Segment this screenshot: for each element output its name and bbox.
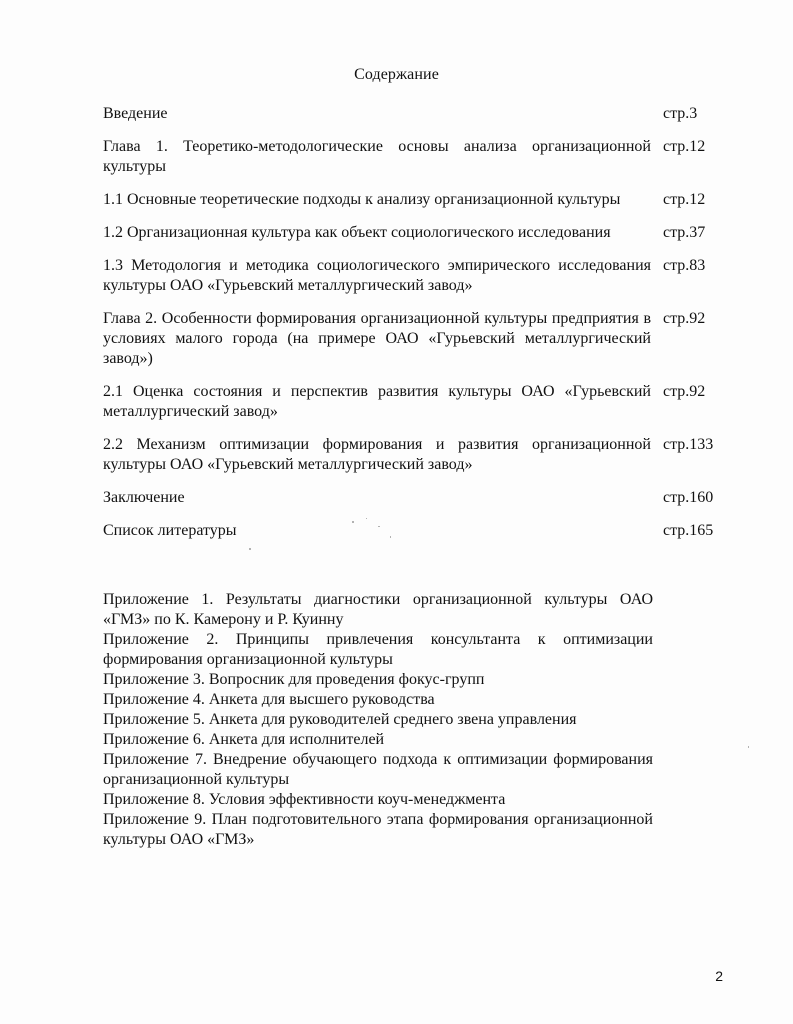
toc-page-ref: стр.37: [663, 224, 706, 241]
appendix-item-1: Приложение 1. Результаты диагностики организационной культуры ОАО «ГМЗ» по К. Камерону и Р. Куинну: [103, 591, 653, 628]
appendix-item-9: Приложение 9. План подготовительного этапа формирования организационной культуры ОАО «ГМЗ»: [103, 811, 653, 848]
toc-page-ref: стр.3: [663, 105, 698, 122]
toc-page-ref: стр.92: [663, 383, 706, 400]
appendix-item-3: Приложение 3. Вопросник для проведения фокус-групп: [103, 671, 485, 688]
toc-entry-section-2-2: 2.2 Механизм оптимизации формирования и развития организационной культуры ОАО «Гурьевский металлургический завод»: [103, 436, 651, 473]
appendix-item-7: Приложение 7. Внедрение обучающего подхода к оптимизации формирования организационной культуры: [103, 751, 653, 788]
toc-entry-section-1-1: 1.1 Основные теоретические подходы к анализу организационной культуры: [103, 191, 621, 208]
toc-page-ref: стр.12: [663, 191, 706, 208]
toc-entry-chapter-2: Глава 2. Особенности формирования организационной культуры предприятия в условиях малого города (на примере ОАО «Гурьевский металлургический завод»): [103, 310, 651, 367]
toc-entry-introduction: Введение: [103, 105, 168, 122]
scan-speck: [378, 526, 380, 527]
toc-row: [103, 137, 723, 177]
appendix-item-4: Приложение 4. Анкета для высшего руководства: [103, 691, 435, 708]
toc-page-ref: стр.83: [663, 257, 706, 274]
scan-speck: [748, 746, 749, 748]
appendix-item-2: Приложение 2. Принципы привлечения консультанта к оптимизации формирования организационной культуры: [103, 631, 653, 668]
toc-entry-section-2-1: 2.1 Оценка состояния и перспектив развития культуры ОАО «Гурьевский металлургический завод»: [103, 383, 651, 420]
page-number: 2: [715, 968, 723, 984]
scan-speck: [352, 521, 354, 523]
toc-entry-bibliography: Список литературы: [103, 522, 237, 539]
toc-entry-conclusion: Заключение: [103, 489, 185, 506]
toc-row: [103, 488, 723, 508]
toc-row: [103, 104, 723, 124]
page-title: Содержание: [354, 66, 439, 83]
toc-row: [103, 223, 723, 243]
toc-entry-chapter-1: Глава 1. Теоретико-методологические основы анализа организационной культуры: [103, 138, 651, 175]
appendix-list: [103, 590, 653, 850]
table-of-contents: [103, 104, 723, 554]
toc-row: [103, 309, 723, 369]
toc-page-ref: стр.133: [663, 436, 714, 453]
toc-row: [103, 256, 723, 296]
toc-page-ref: стр.92: [663, 310, 706, 327]
scan-speck: [249, 548, 251, 550]
toc-row: [103, 435, 723, 475]
toc-row: [103, 382, 723, 422]
appendix-item-6: Приложение 6. Анкета для исполнителей: [103, 731, 385, 748]
scan-speck: [366, 518, 367, 519]
appendix-item-8: Приложение 8. Условия эффективности коуч-менеджмента: [103, 791, 506, 808]
toc-page-ref: стр.160: [663, 489, 714, 506]
toc-entry-section-1-3: 1.3 Методология и методика социологического эмпирического исследования культуры ОАО «Гурьевский металлургический завод»: [103, 257, 651, 294]
toc-page-ref: стр.165: [663, 522, 714, 539]
toc-row: [103, 190, 723, 210]
toc-entry-section-1-2: 1.2 Организационная культура как объект социологического исследования: [103, 224, 611, 241]
toc-page-ref: стр.12: [663, 138, 706, 155]
toc-row: [103, 521, 723, 541]
scan-speck: [390, 536, 391, 538]
appendix-item-5: Приложение 5. Анкета для руководителей среднего звена управления: [103, 711, 577, 728]
